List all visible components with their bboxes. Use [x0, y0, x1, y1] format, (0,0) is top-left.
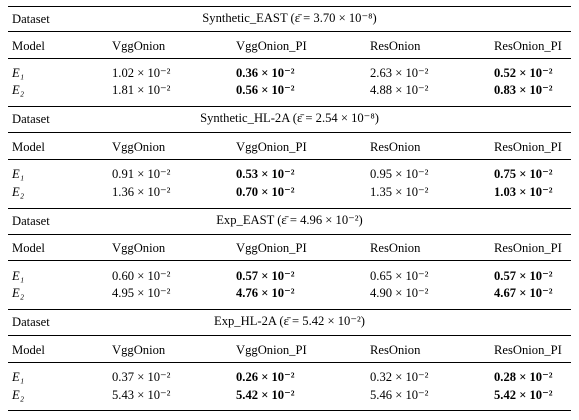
table-cell: 2.63 × 10⁻²	[370, 66, 429, 80]
table-cell-best: 0.56 × 10⁻²	[236, 83, 295, 97]
row-label-e1: E₁	[12, 167, 25, 181]
header-vggonion-pi: VggOnion_PI	[236, 241, 307, 255]
table-cell-best: 0.36 × 10⁻²	[236, 66, 295, 80]
header-vggonion: VggOnion	[112, 241, 166, 255]
table-cell-best: 0.70 × 10⁻²	[236, 185, 295, 199]
table-cell-best: 0.28 × 10⁻²	[494, 370, 553, 384]
table-cell: 1.81 × 10⁻²	[112, 83, 171, 97]
header-vggonion-pi: VggOnion_PI	[236, 140, 307, 154]
rule	[8, 362, 571, 363]
rule	[8, 159, 571, 160]
rule	[8, 335, 571, 336]
row-label-e1: E₁	[12, 269, 25, 283]
header-model: Model	[12, 343, 45, 357]
rule	[8, 208, 571, 209]
dataset-label: Dataset	[12, 214, 50, 228]
row-label-e2: E₂	[12, 286, 25, 300]
header-vggonion-pi: VggOnion_PI	[236, 343, 307, 357]
header-vggonion: VggOnion	[112, 39, 166, 53]
header-resonion: ResOnion	[370, 241, 421, 255]
section-title: Synthetic_HL-2A (ε̄ = 2.54 × 10⁻⁸)	[200, 111, 379, 125]
table-cell-best: 0.26 × 10⁻²	[236, 370, 295, 384]
table-cell: 0.65 × 10⁻²	[370, 269, 429, 283]
header-resonion-pi: ResOnion_PI	[494, 241, 562, 255]
table-cell: 0.95 × 10⁻²	[370, 167, 429, 181]
table-cell-best: 0.52 × 10⁻²	[494, 66, 553, 80]
row-label-e1: E₁	[12, 370, 25, 384]
header-vggonion-pi: VggOnion_PI	[236, 39, 307, 53]
table-cell-best: 0.83 × 10⁻²	[494, 83, 553, 97]
header-model: Model	[12, 140, 45, 154]
section-title: Exp_EAST (ε̄ = 4.96 × 10⁻²)	[216, 213, 363, 227]
table-cell: 4.88 × 10⁻²	[370, 83, 429, 97]
rule	[8, 234, 571, 235]
table-cell: 0.37 × 10⁻²	[112, 370, 171, 384]
table-cell: 5.43 × 10⁻²	[112, 388, 171, 402]
dataset-label: Dataset	[12, 112, 50, 126]
top-rule	[8, 6, 571, 7]
header-resonion-pi: ResOnion_PI	[494, 39, 562, 53]
table-cell: 1.02 × 10⁻²	[112, 66, 171, 80]
section-title: Exp_HL-2A (ε̄ = 5.42 × 10⁻²)	[214, 314, 365, 328]
table-cell: 5.46 × 10⁻²	[370, 388, 429, 402]
bottom-rule	[8, 410, 571, 411]
header-model: Model	[12, 39, 45, 53]
dataset-label: Dataset	[12, 12, 50, 26]
table-cell-best: 0.75 × 10⁻²	[494, 167, 553, 181]
table-cell: 0.32 × 10⁻²	[370, 370, 429, 384]
header-vggonion: VggOnion	[112, 343, 166, 357]
table-cell: 4.90 × 10⁻²	[370, 286, 429, 300]
table-cell: 0.91 × 10⁻²	[112, 167, 171, 181]
rule	[8, 58, 571, 59]
section-title: Synthetic_EAST (ε̄ = 3.70 × 10⁻⁸)	[202, 11, 377, 25]
rule	[8, 106, 571, 107]
header-resonion: ResOnion	[370, 39, 421, 53]
row-label-e2: E₂	[12, 388, 25, 402]
table-cell-best: 5.42 × 10⁻²	[236, 388, 295, 402]
dataset-label: Dataset	[12, 315, 50, 329]
rule	[8, 132, 571, 133]
table-cell: 4.95 × 10⁻²	[112, 286, 171, 300]
header-resonion-pi: ResOnion_PI	[494, 140, 562, 154]
table-cell: 0.60 × 10⁻²	[112, 269, 171, 283]
header-vggonion: VggOnion	[112, 140, 166, 154]
table-cell-best: 5.42 × 10⁻²	[494, 388, 553, 402]
row-label-e1: E₁	[12, 66, 25, 80]
rule	[8, 260, 571, 261]
table-cell-best: 1.03 × 10⁻²	[494, 185, 553, 199]
table-cell-best: 0.53 × 10⁻²	[236, 167, 295, 181]
header-resonion-pi: ResOnion_PI	[494, 343, 562, 357]
rule	[8, 31, 571, 32]
table-cell: 1.35 × 10⁻²	[370, 185, 429, 199]
table-cell-best: 4.76 × 10⁻²	[236, 286, 295, 300]
row-label-e2: E₂	[12, 185, 25, 199]
table-cell-best: 4.67 × 10⁻²	[494, 286, 553, 300]
header-resonion: ResOnion	[370, 343, 421, 357]
header-resonion: ResOnion	[370, 140, 421, 154]
header-model: Model	[12, 241, 45, 255]
rule	[8, 309, 571, 310]
table-cell-best: 0.57 × 10⁻²	[494, 269, 553, 283]
table-cell: 1.36 × 10⁻²	[112, 185, 171, 199]
row-label-e2: E₂	[12, 83, 25, 97]
table-cell-best: 0.57 × 10⁻²	[236, 269, 295, 283]
